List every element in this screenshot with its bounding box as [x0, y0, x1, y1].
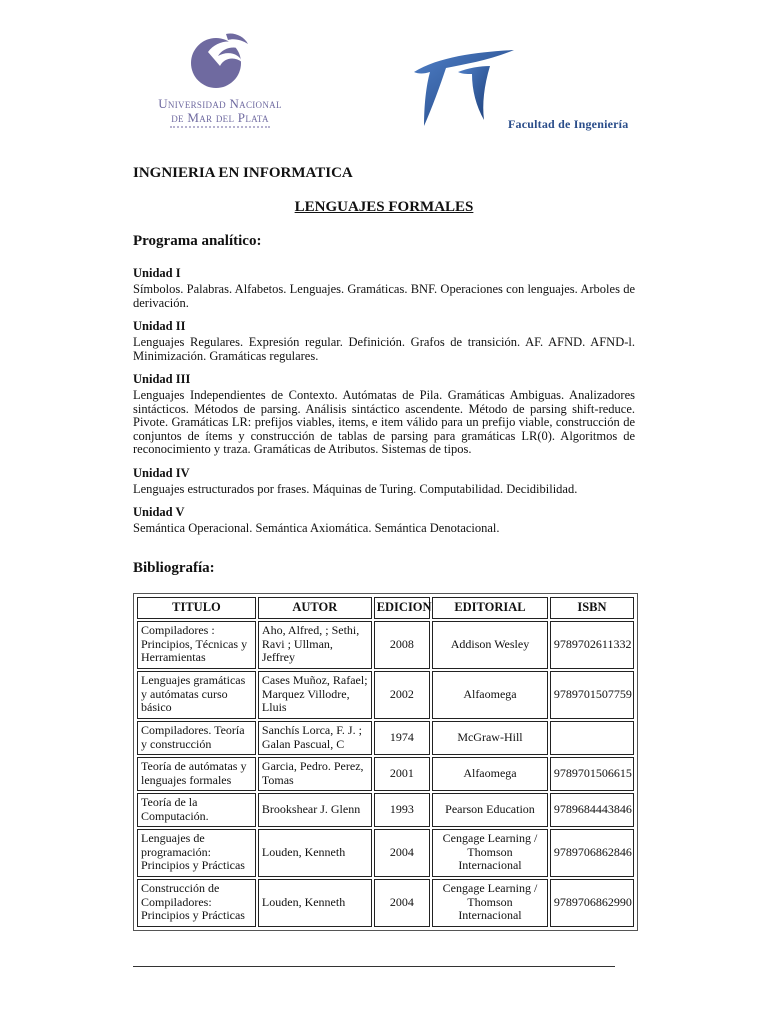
column-header-editorial: EDITORIAL [432, 597, 548, 619]
cell-isbn: 9789702611332 [550, 621, 634, 669]
cell-edicion: 1993 [374, 793, 430, 827]
unit-3 [133, 372, 635, 457]
unit-4 [133, 466, 635, 497]
unit-title: Unidad IV [133, 465, 190, 480]
subject-title: LENGUAJES FORMALES [294, 199, 474, 215]
cell-edicion: 2001 [374, 757, 430, 791]
unit-5 [133, 505, 635, 536]
table-row [137, 793, 634, 827]
cell-autor: Garcia, Pedro. Perez, Tomas [258, 757, 372, 791]
unit-text: Lenguajes Independientes de Contexto. Autómatas de Pila. Gramáticas Ambiguas. Analizadores sintácticos. Métodos de parsing. Análisis sintáctico ascendente. Método de parsing shift-reduce. Pivote. Gramáticas LR: prefijos viables, items, e item válido para un prefijo viable, construcción de conjuntos de ítems y construcción de tablas de parsing para gramáticas LR(0). Algoritmos de reconocimiento y traza. Gramáticas de Atributos. Sistemas de tipos. [133, 388, 635, 456]
column-header-isbn: ISBN [550, 597, 634, 619]
cell-editorial: Cengage Learning / Thomson Internacional [432, 879, 548, 927]
cell-titulo: Compiladores : Principios, Técnicas y Herramientas [137, 621, 256, 669]
bibliography-table [135, 595, 636, 929]
fi-logo-icon [410, 46, 520, 128]
cell-autor: Louden, Kenneth [258, 829, 372, 877]
cell-editorial: Addison Wesley [432, 621, 548, 669]
column-header-autor: AUTOR [258, 597, 372, 619]
cell-edicion: 2004 [374, 829, 430, 877]
unit-title: Unidad III [133, 372, 191, 386]
table-row [137, 757, 634, 791]
cell-edicion: 2008 [374, 621, 430, 669]
cell-edicion: 2004 [374, 879, 430, 927]
cell-titulo: Teoría de la Computación. [137, 793, 256, 827]
unit-text: Lenguajes Regulares. Expresión regular. Definición. Grafos de transición. AF. AFND. AFND-l. Minimización. Gramáticas regulares. [133, 335, 635, 363]
bibliography-heading: Bibliografía: [133, 560, 215, 576]
unit-title: Unidad V [133, 505, 185, 519]
cell-isbn: 9789706862846 [550, 829, 634, 877]
cell-isbn [550, 721, 634, 755]
table-row [137, 671, 634, 719]
cell-autor: Aho, Alfred, ; Sethi, Ravi ; Ullman, Jeffrey [258, 621, 372, 669]
cell-editorial: Cengage Learning / Thomson Internacional [432, 829, 548, 877]
table-row [137, 721, 634, 755]
unit-title: Unidad II [133, 319, 186, 333]
cell-autor: Louden, Kenneth [258, 879, 372, 927]
footer-rule [133, 966, 615, 967]
cell-isbn: 9789706862990 [550, 879, 634, 927]
cell-isbn: 9789701506615 [550, 757, 634, 791]
column-header-edicion: EDICION [374, 597, 430, 619]
table-row [137, 621, 634, 669]
cell-editorial: McGraw-Hill [432, 721, 548, 755]
units-list [133, 266, 635, 545]
unit-text: Semántica Operacional. Semántica Axiomática. Semántica Denotacional. [133, 521, 500, 535]
unit-1 [133, 266, 635, 310]
column-header-titulo: TITULO [137, 597, 256, 619]
cell-autor: Sanchís Lorca, F. J. ; Galan Pascual, C [258, 721, 372, 755]
bibliography-table-frame [133, 593, 638, 931]
unit-2 [133, 319, 635, 363]
cell-edicion: 1974 [374, 721, 430, 755]
cell-editorial: Alfaomega [432, 671, 548, 719]
university-name: Universidad Nacional de Mar del Plata [158, 96, 282, 125]
cell-autor: Cases Muñoz, Rafael; Marquez Villodre, Lluis [258, 671, 372, 719]
table-header-row [137, 597, 634, 619]
document-header [0, 0, 768, 150]
cell-titulo: Compiladores. Teoría y construcción [137, 721, 256, 755]
unmdp-wave-logo-icon [188, 32, 250, 90]
cell-autor: Brookshear J. Glenn [258, 793, 372, 827]
program-heading: Programa analítico: [133, 233, 262, 249]
career-title: INGNIERIA EN INFORMATICA [133, 165, 353, 181]
cell-titulo: Construcción de Compiladores: Principios y Prácticas [137, 879, 256, 927]
cell-editorial: Pearson Education [432, 793, 548, 827]
faculty-name: Facultad de Ingeniería [508, 117, 629, 131]
cell-isbn: 9789684443846 [550, 793, 634, 827]
cell-titulo: Teoría de autómatas y lenguajes formales [137, 757, 256, 791]
unit-text: Símbolos. Palabras. Alfabetos. Lenguajes. Gramáticas. BNF. Operaciones con lenguajes. Arboles de derivación. [133, 282, 635, 310]
university-dotted-rule [170, 126, 270, 130]
table-row [137, 879, 634, 927]
table-row [137, 829, 634, 877]
unit-title: Unidad I [133, 266, 181, 280]
cell-titulo: Lenguajes de programación: Principios y Prácticas [137, 829, 256, 877]
cell-editorial: Alfaomega [432, 757, 548, 791]
cell-isbn: 9789701507759 [550, 671, 634, 719]
unit-text: Lenguajes estructurados por frases. Máquinas de Turing. Computabilidad. Decidibilidad. [133, 481, 578, 496]
cell-titulo: Lenguajes gramáticas y autómatas curso básico [137, 671, 256, 719]
cell-edicion: 2002 [374, 671, 430, 719]
